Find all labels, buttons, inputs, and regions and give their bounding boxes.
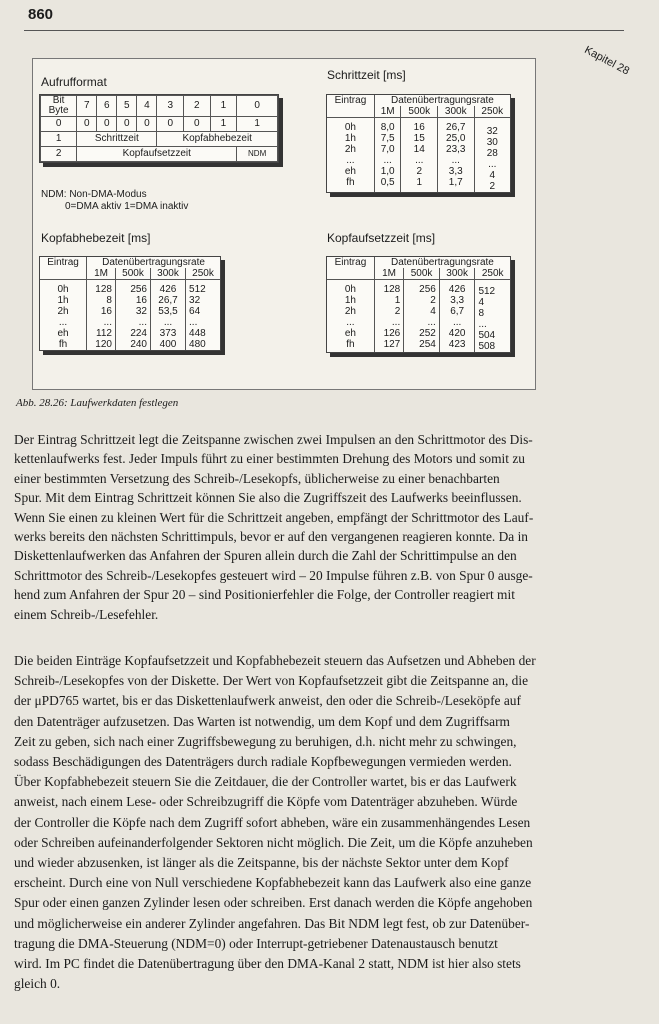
- values-250k: 512 32 64 ... 448 480: [186, 280, 220, 351]
- values-500k: 256 2 4 ... 252 254: [404, 280, 440, 353]
- bit-2: 2: [184, 96, 211, 117]
- kopfaufsetzzeit-table: [327, 257, 510, 352]
- col-500k: 500k: [401, 106, 438, 118]
- cell: 0: [137, 117, 157, 132]
- text-line: einem Schreib-/Lesefehler.: [14, 606, 159, 622]
- eintrag-header: Eintrag: [327, 257, 374, 280]
- text-line: den Datenträger aufzusetzen. Das Warten ist notwendig, um dem Kopf und dem Zugriffsarm: [14, 713, 510, 729]
- page-number: 860: [28, 6, 54, 23]
- text-line: Der Eintrag Schrittzeit legt die Zeitspanne zwischen zwei Impulsen an den Schrittmotor des Dis-: [14, 432, 533, 447]
- values-1m: 8,0 7,5 7,0 ... 1,0 0,5: [380, 122, 395, 188]
- paragraph-kopfzeiten: [14, 651, 632, 994]
- cell: 1: [41, 132, 77, 147]
- values-1m: 128 8 16 ... 112 120: [95, 284, 112, 350]
- schrittzeit-title: Schrittzeit [ms]: [327, 68, 406, 82]
- aufrufformat-table-box: [39, 94, 279, 163]
- text-line: Schrittmotor des Schreib-/Lesekopfes gesteuert wird – 20 Impulse führen z.B. von Spur 0 ausge-: [14, 567, 533, 583]
- text-line: und wieder abzusenken, ist länger als die Zeitspanne, bis der nächste Sektor unter dem Kopf: [14, 855, 509, 871]
- bit-7: 7: [77, 96, 97, 117]
- aufrufformat-title: Aufrufformat: [41, 75, 107, 89]
- values-500k: 256 16 32 ... 224 240: [115, 280, 150, 351]
- text-line: der μPD765 wartet, bis er das Diskettenlaufwerk anweist, den oder die Schreib-/Leseköpfe auf: [14, 693, 521, 709]
- header-row: [40, 257, 220, 268]
- cell: 0: [41, 117, 77, 132]
- ndm-field: NDM: [237, 147, 278, 162]
- bit-byte-header: Bit Byte: [41, 96, 77, 117]
- cell: 1: [237, 117, 278, 132]
- bit-6: 6: [97, 96, 117, 117]
- cell: 0: [97, 117, 117, 132]
- values-1m: 128 1 2 ... 126 127: [383, 284, 401, 350]
- eintrag-header: Eintrag: [40, 257, 87, 280]
- text-line: Diskettenlaufwerken das Anfahren der Spuren allein durch die Zahl der Schrittimpulse an den: [14, 548, 517, 564]
- values-300k: 426 3,3 6,7 ... 420 423: [439, 280, 475, 353]
- rate-header: Datenübertragungsrate: [391, 95, 494, 106]
- values-row: [327, 118, 510, 193]
- entries-column: 0h 1h 2h ... eh fh: [327, 118, 374, 193]
- cell: 2: [41, 147, 77, 162]
- schrittzeit-table: [327, 95, 510, 192]
- schrittzeit-table-box: [326, 94, 511, 193]
- text-line: anweist, nach einem Lese- oder Schreibzugriff die Köpfe vom Datenträger abzuheben. Würde: [14, 794, 518, 810]
- bit-4: 4: [137, 96, 157, 117]
- col-250k: 250k: [186, 268, 220, 280]
- ndm-note-line-1: NDM: Non-DMA-Modus: [41, 189, 147, 200]
- text-line: einer bestimmten Versetzung des Schreib-/Lesekopfs, üblicherweise zu einer benachbarten: [14, 470, 500, 486]
- text-line: und möglicherweise ein anderer Zylinder angefahren. Das Bit NDM legt fest, ob zur Datenüber-: [14, 915, 530, 931]
- col-300k: 300k: [438, 106, 475, 118]
- values-row: [40, 280, 220, 351]
- chapter-label: Kapitel 28: [582, 44, 632, 78]
- header-row: [327, 95, 510, 106]
- col-1m: 1M: [87, 268, 116, 280]
- text-line: erscheint. Durch eine von Null verschiedene Kopfabhebezeit kann das Laufwerk also eine ganze: [14, 875, 532, 891]
- cell: 0: [157, 117, 184, 132]
- values-row: [327, 280, 510, 353]
- col-250k: 250k: [474, 106, 510, 118]
- text-line: Die beiden Einträge Kopfaufsetzzeit und Kopfabhebezeit steuern das Aufsetzen und Abheben der: [14, 653, 536, 668]
- paragraph-schrittzeit: [14, 430, 632, 624]
- rate-header: Datenübertragungsrate: [391, 257, 494, 268]
- cell: 0: [184, 117, 211, 132]
- byte-2-row: [41, 147, 278, 162]
- schrittzeit-field: Schrittzeit: [77, 132, 157, 147]
- kopfaufsetzzeit-table-box: [326, 256, 511, 353]
- values-500k: 16 15 14 ... 2 1: [401, 118, 438, 193]
- text-line: oder Schreiben aufeinanderfolgender Sektoren nicht möglich. Die Zeit, um die Köpfe anzuheben: [14, 834, 533, 850]
- text-line: der Controller die Köpfe nach dem Zugriff sofort abheben, wäre ein zusammenhängendes Lesen: [14, 814, 531, 830]
- bit-1: 1: [210, 96, 237, 117]
- col-500k: 500k: [115, 268, 150, 280]
- kopfaufsetzzeit-field: Kopfaufsetzzeit: [77, 147, 237, 162]
- values-250k: 32 30 28 ... 4 2: [474, 118, 510, 193]
- text-line: werks bereits den nächsten Schrittimpuls, bevor er auf den vergangenen reagieren konnte. Da in: [14, 529, 528, 545]
- cell: 0: [117, 117, 137, 132]
- entries-column: 0h 1h 2h ... eh fh: [40, 280, 87, 351]
- values-300k: 26,7 25,0 23,3 ... 3,3 1,7: [438, 118, 475, 193]
- ndm-note-line-2: 0=DMA aktiv 1=DMA inaktiv: [65, 201, 189, 212]
- aufrufformat-table: [40, 95, 278, 162]
- col-1m: 1M: [374, 268, 403, 280]
- text-line: wird. Im PC findet die Datenübertragung über den DMA-Kanal 2 statt, NDM ist hier also stets: [14, 956, 521, 972]
- bit-5: 5: [117, 96, 137, 117]
- text-line: Spur. Mit dem Eintrag Schrittzeit können Sie also die Zugriffszeit des Laufwerks beeinflussen.: [14, 490, 522, 506]
- header-row: [327, 257, 510, 268]
- kopfabhebezeit-table-box: [39, 256, 221, 351]
- col-1m: 1M: [374, 106, 401, 118]
- col-500k: 500k: [404, 268, 440, 280]
- header-rule: [24, 30, 624, 31]
- text-line: sodass Beschädigungen des Datenträgers durch radiale Kopfbewegungen vermieden werden.: [14, 754, 512, 770]
- text-line: Über Kopfabhebezeit steuern Sie die Zeitdauer, die der Controller wartet, bis er das Laufwerk: [14, 774, 517, 790]
- text-line: kettenlaufwerks fest. Jeder Impuls führt zu einer bestimmten Drehung des Motors und somit zu: [14, 451, 525, 467]
- kopfabhebezeit-field: Kopfabhebezeit: [157, 132, 278, 147]
- bit-0: 0: [237, 96, 278, 117]
- col-300k: 300k: [151, 268, 186, 280]
- byte-1-row: [41, 132, 278, 147]
- text-line: Zeit zu geben, sich nach einer Zugriffsbewegung zu beruhigen, d.h. nicht mehr zu schwingen,: [14, 733, 517, 749]
- bit-header-row: [41, 96, 278, 117]
- text-line: Spur oder einen ganzen Zylinder lesen oder schreiben. Erst danach werden die Köpfe angehoben: [14, 895, 533, 911]
- col-250k: 250k: [475, 268, 510, 280]
- cell: 0: [77, 117, 97, 132]
- figure-box: [32, 58, 536, 390]
- kopfabhebezeit-table: [40, 257, 220, 350]
- text-line: hend zum Anfahren der Spur 20 – sind Positionierfehler die Folge, der Controller reagiert mit: [14, 587, 515, 603]
- figure-caption: Abb. 28.26: Laufwerkdaten festlegen: [16, 397, 179, 409]
- kopfaufsetzzeit-title: Kopfaufsetzzeit [ms]: [327, 231, 436, 245]
- text-line: tragung die DMA-Steuerung (NDM=0) oder Interrupt-getriebener Datenaustausch benutzt: [14, 935, 498, 951]
- text-line: gleich 0.: [14, 976, 61, 992]
- values-300k: 426 26,7 53,5 ... 373 400: [151, 280, 186, 351]
- rate-header: Datenübertragungsrate: [102, 257, 205, 268]
- col-300k: 300k: [439, 268, 475, 280]
- entries-column: 0h 1h 2h ... eh fh: [327, 280, 374, 353]
- eintrag-header: Eintrag: [327, 95, 374, 118]
- kopfabhebezeit-title: Kopfabhebezeit [ms]: [41, 231, 151, 245]
- cell: 1: [210, 117, 237, 132]
- text-line: Wenn Sie einen zu kleinen Wert für die Schrittzeit angeben, empfängt der Schrittmotor des Lauf-: [14, 509, 534, 525]
- bit-3: 3: [157, 96, 184, 117]
- byte-0-row: [41, 117, 278, 132]
- text-line: Schreib-/Lesekopfes von der Diskette. Der Wert von Kopfaufsetzzeit gibt die Zeitspanne an, die: [14, 673, 529, 689]
- ndm-note: [41, 189, 188, 213]
- values-250k: 512 4 8 ... 504 508: [475, 280, 510, 353]
